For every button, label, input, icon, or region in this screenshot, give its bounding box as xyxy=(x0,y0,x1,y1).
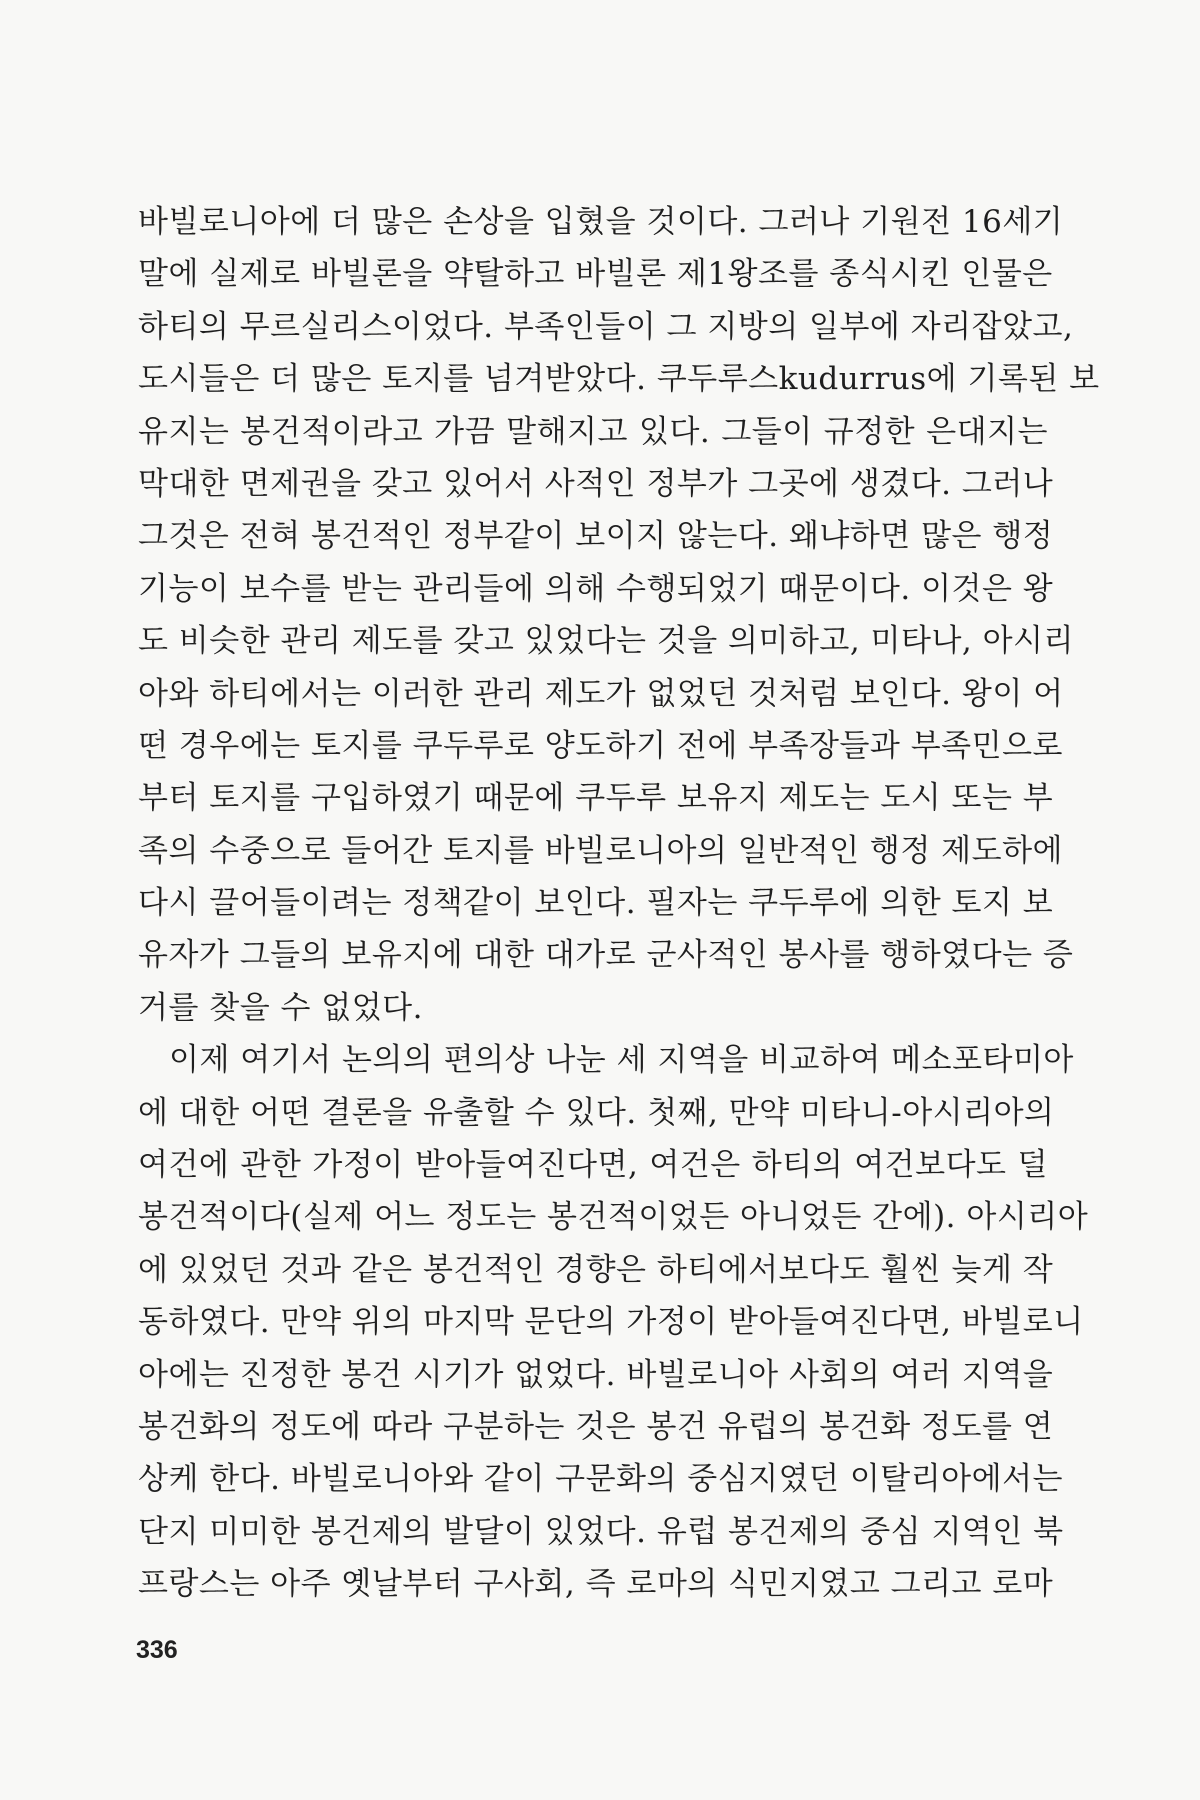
text-line: 아에는 진정한 봉건 시기가 없었다. 바빌로니아 사회의 여러 지역을 xyxy=(138,1356,1054,1393)
text-line: 에 대한 어떤 결론을 유출할 수 있다. 첫째, 만약 미타니-아시리아의 xyxy=(138,1094,1055,1131)
text-line: 프랑스는 아주 옛날부터 구사회, 즉 로마의 식민지였고 그리고 로마 xyxy=(138,1566,1054,1603)
text-line: 말에 실제로 바빌론을 약탈하고 바빌론 제1왕조를 종식시킨 인물은 xyxy=(138,256,1053,293)
text-line: 도시들은 더 많은 토지를 넘겨받았다. 쿠두루스kudurrus에 기록된 보 xyxy=(138,361,1100,398)
text-line: 기능이 보수를 받는 관리들에 의해 수행되었기 때문이다. 이것은 왕 xyxy=(138,570,1054,607)
text-line: 여건에 관한 가정이 받아들여진다면, 여건은 하티의 여건보다도 덜 xyxy=(138,1147,1048,1184)
text-line: 아와 하티에서는 이러한 관리 제도가 없었던 것처럼 보인다. 왕이 어 xyxy=(138,675,1064,712)
text-line: 단지 미미한 봉건제의 발달이 있었다. 유럽 봉건제의 중심 지역인 북 xyxy=(138,1513,1064,1550)
body-text xyxy=(138,196,1100,1611)
text-line: 봉건화의 정도에 따라 구분하는 것은 봉건 유럽의 봉건화 정도를 연 xyxy=(138,1408,1054,1445)
text-line: 거를 찾을 수 없었다. xyxy=(138,989,423,1026)
text-line: 상케 한다. 바빌로니아와 같이 구문화의 중심지였던 이탈리아에서는 xyxy=(138,1461,1063,1498)
text-line: 막대한 면제권을 갖고 있어서 사적인 정부가 그곳에 생겼다. 그러나 xyxy=(138,465,1054,502)
text-line: 족의 수중으로 들어간 토지를 바빌로니아의 일반적인 행정 제도하에 xyxy=(138,832,1063,869)
text-line: 동하였다. 만약 위의 마지막 문단의 가정이 받아들여진다면, 바빌로니 xyxy=(138,1304,1084,1341)
text-line: 에 있었던 것과 같은 봉건적인 경향은 하티에서보다도 훨씬 늦게 작 xyxy=(138,1251,1054,1288)
text-line: 떤 경우에는 토지를 쿠두루로 양도하기 전에 부족장들과 부족민으로 xyxy=(138,727,1063,764)
text-line: 유자가 그들의 보유지에 대한 대가로 군사적인 봉사를 행하였다는 증 xyxy=(138,937,1074,974)
text-line: 도 비슷한 관리 제도를 갖고 있었다는 것을 의미하고, 미타나, 아시리 xyxy=(138,623,1074,660)
text-line: 다시 끌어들이려는 정책같이 보인다. 필자는 쿠두루에 의한 토지 보 xyxy=(138,885,1054,922)
text-line: 봉건적이다(실제 어느 정도는 봉건적이었든 아니었든 간에). 아시리아 xyxy=(138,1199,1089,1236)
text-line: 하티의 무르실리스이었다. 부족인들이 그 지방의 일부에 자리잡았고, xyxy=(138,308,1074,345)
page-number: 336 xyxy=(136,1636,178,1664)
text-line: 바빌로니아에 더 많은 손상을 입혔을 것이다. 그러나 기원전 16세기 xyxy=(138,204,1064,240)
text-line: 부터 토지를 구입하였기 때문에 쿠두루 보유지 제도는 도시 또는 부 xyxy=(138,780,1054,817)
text-line: 그것은 전혀 봉건적인 정부같이 보이지 않는다. 왜냐하면 많은 행정 xyxy=(138,518,1054,555)
text-line: 유지는 봉건적이라고 가끔 말해지고 있다. 그들이 규정한 은대지는 xyxy=(138,413,1048,450)
text-line: 이제 여기서 논의의 편의상 나눈 세 지역을 비교하여 메소포타미아 xyxy=(169,1042,1074,1079)
